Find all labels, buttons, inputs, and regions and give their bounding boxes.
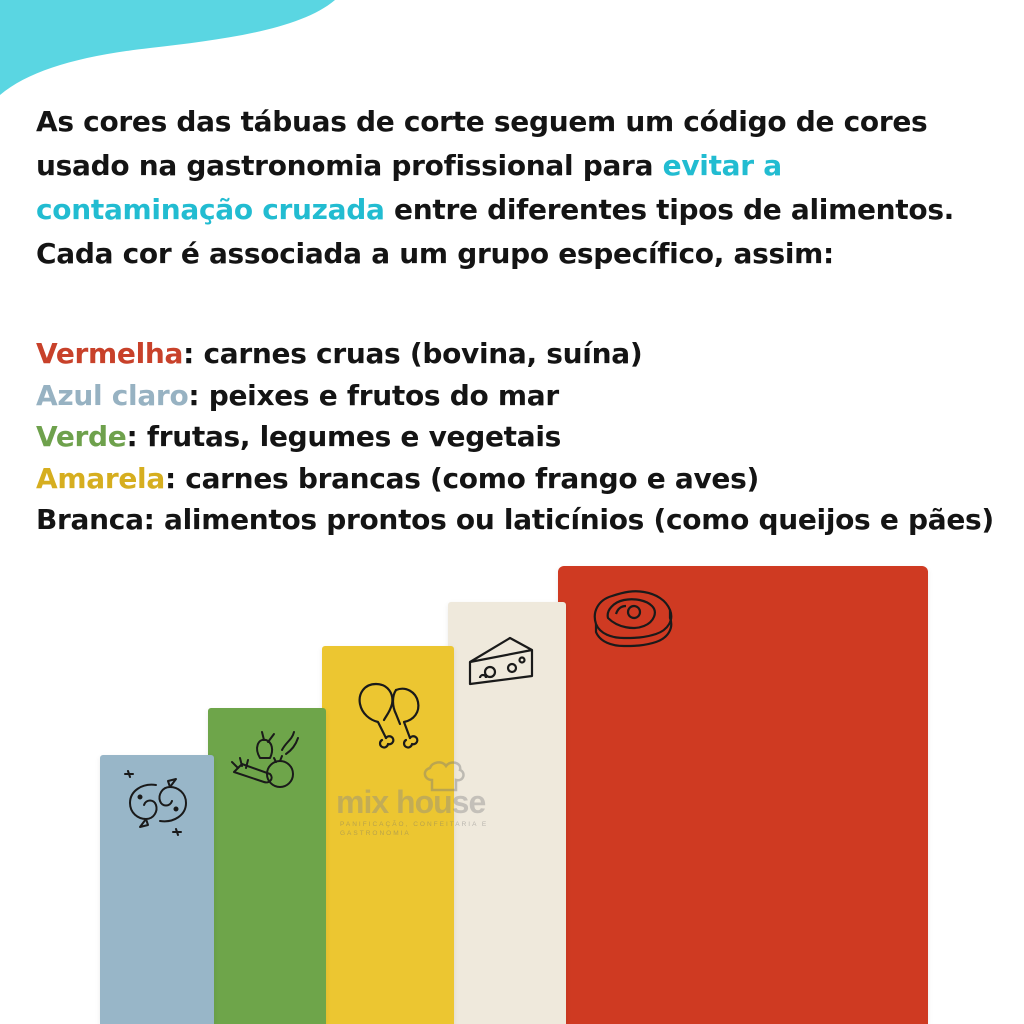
cutting-board-light-blue bbox=[100, 755, 214, 1024]
cutting-board-green bbox=[208, 708, 326, 1024]
watermark-tagline: PANIFICAÇÃO, CONFEITARIA E GASTRONOMIA bbox=[340, 821, 489, 837]
legend-row-yellow bbox=[36, 458, 1016, 500]
cheese-icon bbox=[466, 632, 538, 688]
steak-icon bbox=[588, 584, 678, 650]
legend-row-light-blue bbox=[36, 375, 1016, 417]
intro-text-end: entre diferentes tipos de alimentos. Cada cor é associada a um grupo específico, assim: bbox=[36, 193, 955, 270]
cutting-board-white bbox=[448, 602, 566, 1024]
vegetables-icon bbox=[230, 728, 302, 798]
color-legend bbox=[36, 333, 1016, 541]
legend-description: : frutas, legumes e vegetais bbox=[126, 420, 561, 453]
legend-description: : peixes e frutos do mar bbox=[188, 378, 559, 412]
cutting-board-red bbox=[558, 566, 928, 1024]
legend-color-name: Branca bbox=[36, 503, 144, 536]
legend-row-green bbox=[36, 416, 1016, 458]
legend-description: : carnes brancas (como frango e aves) bbox=[164, 461, 759, 495]
chicken-leg-icon bbox=[356, 676, 426, 756]
fish-icon bbox=[120, 765, 196, 841]
intro-paragraph bbox=[36, 100, 996, 276]
legend-color-name: Verde bbox=[36, 420, 127, 453]
watermark-brand: mix house bbox=[336, 784, 486, 820]
legend-description: : carnes cruas (bovina, suína) bbox=[183, 337, 643, 370]
corner-wave-decoration bbox=[0, 0, 340, 100]
intro-text-start: As cores das tábuas de corte seguem um código de cores usado na gastronomia profissional para bbox=[36, 105, 928, 182]
legend-color-name: Azul claro bbox=[36, 378, 189, 412]
legend-color-name: Vermelha bbox=[36, 337, 184, 370]
legend-row-red bbox=[36, 333, 1016, 375]
legend-row-white bbox=[36, 499, 1016, 541]
legend-color-name: Amarela bbox=[36, 461, 165, 495]
cutting-board-yellow bbox=[322, 646, 454, 1024]
legend-description: : alimentos prontos ou laticínios (como queijos e pães) bbox=[143, 503, 994, 536]
intro-highlight: evitar a contaminação cruzada bbox=[36, 149, 782, 226]
